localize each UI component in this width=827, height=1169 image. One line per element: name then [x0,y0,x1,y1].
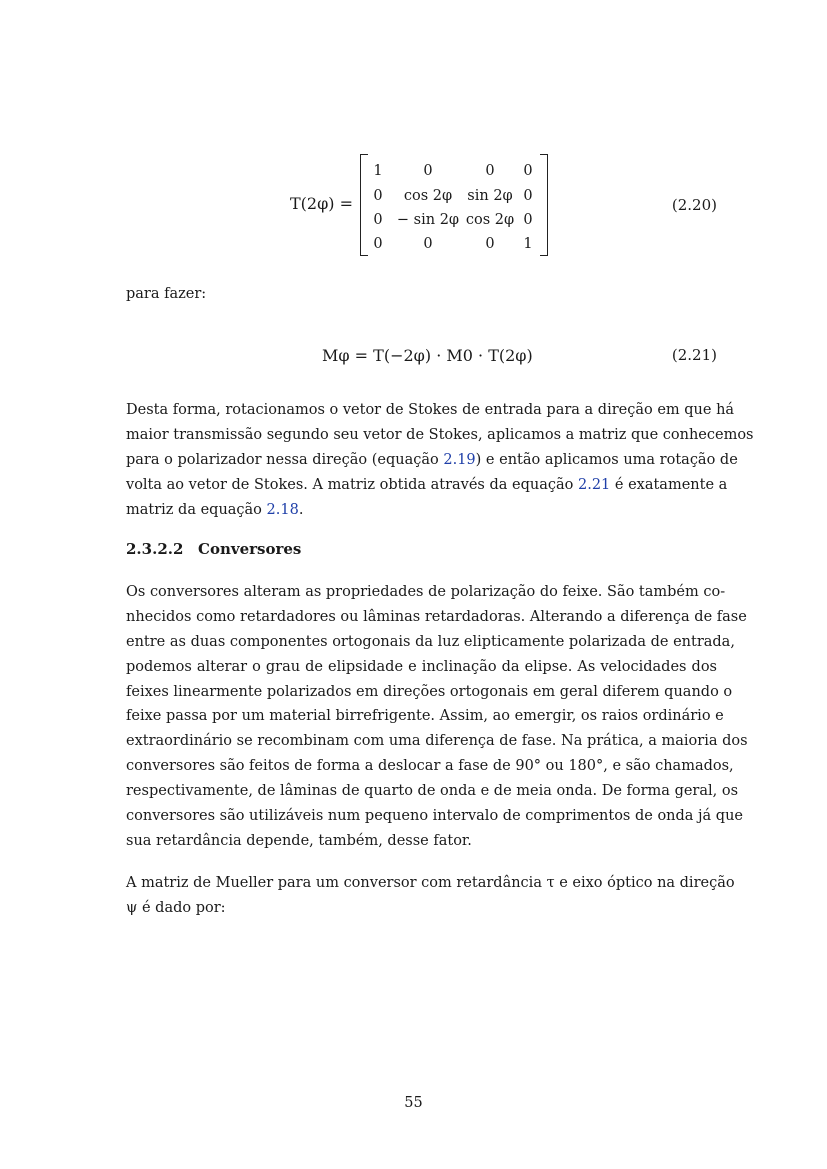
matrix-cell: 0 [523,212,533,228]
matrix-cell: 0 [373,236,383,252]
text-span: para o polarizador nessa direção (equação [126,451,444,468]
matrix-cell: 0 [373,212,383,228]
text-span: maior transmissão segundo seu vetor de Stokes, aplicamos a matriz que conhecemos [126,426,754,443]
text-line: podemos alterar o grau de elipsidade e inclinação da elipse. As velocidades dos [126,658,717,675]
section-title: Conversores [198,540,302,558]
text-line: A matriz de Mueller para um conversor com retardância τ e eixo óptico na direção [126,875,735,891]
matrix-cell: 0 [485,236,495,252]
equation-lhs: T(2φ) = [290,194,354,213]
matrix-cell: 0 [423,236,433,252]
section-number: 2.3.2.2 [126,540,184,558]
text-span: matriz da equação [126,501,267,518]
equation-number: (2.20) [671,196,717,214]
equation-2-21 [0,346,827,370]
text-line: entre as duas componentes ortogonais da luz elipticamente polarizada de entrada, [126,633,735,650]
paragraph-conversores [126,580,748,854]
equation-ref-link[interactable]: 2.19 [443,451,476,468]
text-line [126,473,728,498]
equation-formula: Mφ = T(−2φ) · M0 · T(2φ) [322,346,533,365]
matrix-cell: 1 [373,163,383,179]
text-line [126,398,735,423]
equation-ref-link[interactable]: 2.21 [577,476,611,493]
matrix-cell: 1 [523,236,533,252]
text-line [126,423,754,448]
matrix-cell: 0 [373,188,383,204]
text-line [126,448,738,473]
matrix-cell: cos 2φ [465,212,515,228]
equation-ref-link[interactable]: 2.18 [266,501,299,518]
page-number: 55 [404,1095,423,1111]
matrix-cell: − sin 2φ [396,212,460,228]
text-span: ) e então aplicamos uma rotação de [475,451,738,468]
text-line: conversores são utilizáveis num pequeno intervalo de comprimentos de onda já que [126,808,744,825]
paragraph-mueller [126,871,735,921]
matrix-cell: sin 2φ [467,188,513,204]
equation-2-20 [0,150,827,260]
text-line: nhecidos como retardadores ou lâminas retardadoras. Alterando a diferença de fase [126,608,747,625]
matrix-cell: 0 [523,188,533,204]
matrix-cell: cos 2φ [403,188,453,204]
text-line: feixe passa por um material birrefrigente. Assim, ao emergir, os raios ordinário e [126,708,724,725]
text-line: ψ é dado por: [126,899,226,916]
intro-line: para fazer: [126,286,207,302]
text-span: volta ao vetor de Stokes. A matriz obtida através da equação [126,476,578,493]
paragraph-rotation [126,398,754,522]
rotation-matrix [360,154,548,256]
text-line: sua retardância depende, também, desse fator. [126,832,472,849]
text-line: extraordinário se recombinam com uma diferença de fase. Na prática, a maioria dos [126,733,748,750]
text-line: Os conversores alteram as propriedades de polarização do feixe. São também co- [126,584,726,600]
section-heading [126,540,301,558]
matrix-cell: 0 [423,163,433,179]
matrix-cell: 0 [485,163,495,179]
text-line [126,498,717,523]
text-line: conversores são feitos de forma a deslocar a fase de 90° ou 180°, e são chamados, [126,758,734,775]
text-span: é exatamente a [610,476,728,493]
text-span: Desta forma, rotacionamos o vetor de Stokes de entrada para a direção em que há [126,402,735,418]
text-line: respectivamente, de lâminas de quarto de onda e de meia onda. De forma geral, os [126,783,739,800]
equation-number: (2.21) [671,346,717,364]
matrix-cell: 0 [523,163,533,179]
text-span: . [298,501,304,518]
text-line: feixes linearmente polarizados em direções ortogonais em geral diferem quando o [126,683,733,700]
